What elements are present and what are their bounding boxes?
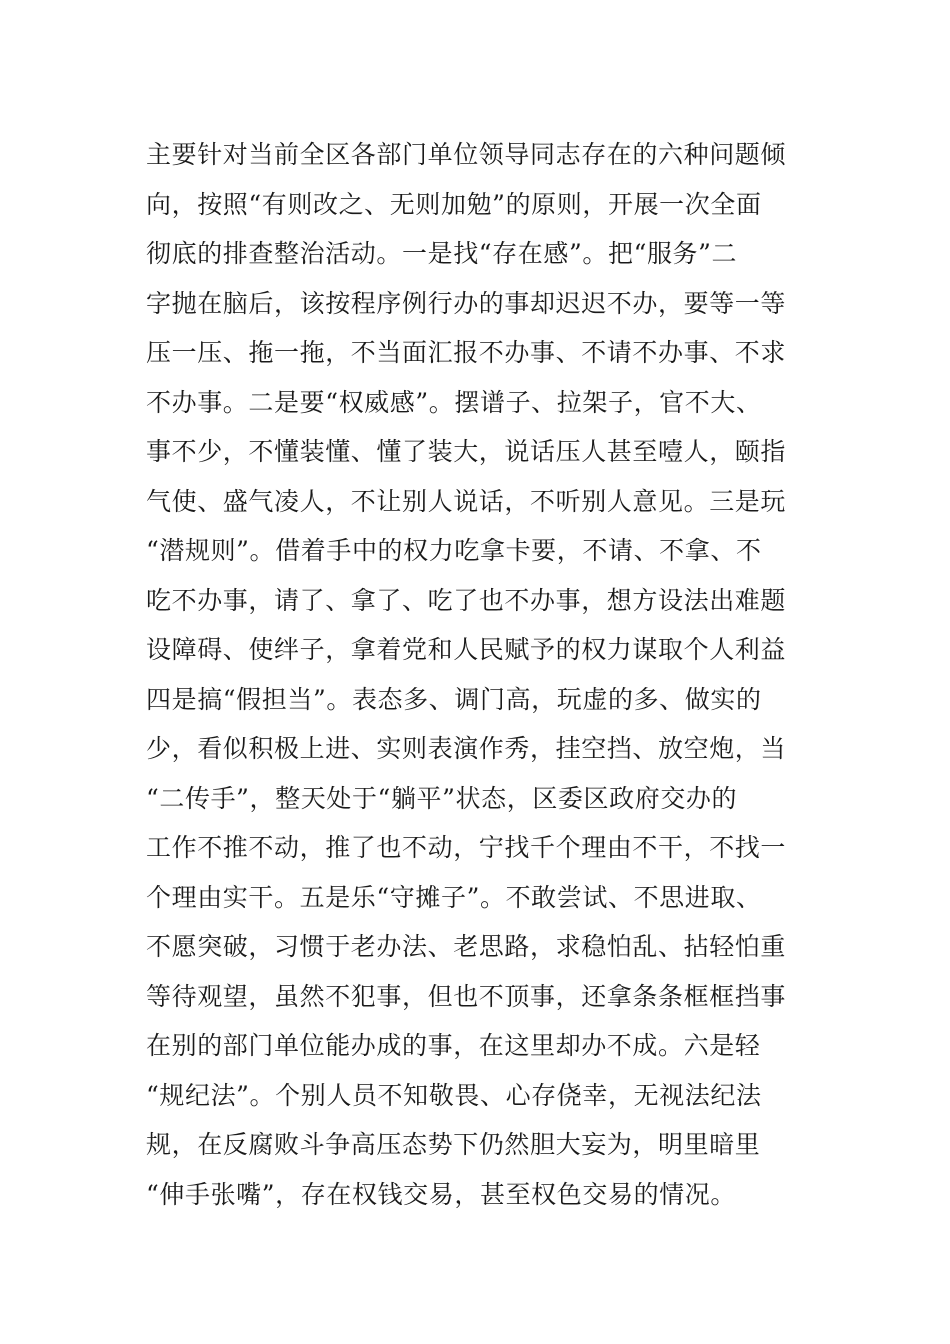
text-line-12: 四是搞“假担当”。表态多、调门高，玩虚的多、做实的	[146, 684, 762, 714]
text-line-19: 在别的部门单位能办成的事，在这里却办不成。六是轻	[146, 1031, 761, 1060]
text-line-6: 不办事。二是要“权威感”。摆谱子、拉架子，官不大、	[146, 387, 762, 417]
text-line-22: “伸手张嘴”，存在权钱交易，甚至权色交易的情况。	[146, 1179, 736, 1209]
text-line-3: 彻底的排查整治活动。一是找“存在感”。把“服务”二	[146, 239, 738, 268]
text-line-5: 压一压、拖一拖，不当面汇报不办事、不请不办事、不求	[146, 338, 787, 367]
text-line-2: 向，按照“有则改之、无则加勉”的原则，开展一次全面	[146, 189, 762, 219]
text-line-1: 主要针对当前全区各部门单位领导同志存在的六种问题倾	[146, 140, 787, 169]
text-line-17: 不愿突破，习惯于老办法、老思路，求稳怕乱、拈轻怕重	[146, 932, 787, 961]
text-line-9: “潜规则”。借着手中的权力吃拿卡要，不请、不拿、不	[146, 536, 762, 565]
text-line-7: 事不少，不懂装懂、懂了装大，说话压人甚至噎人，颐指	[146, 437, 787, 466]
text-line-13: 少，看似积极上进、实则表演作秀，挂空挡、放空炮，当	[146, 734, 787, 763]
text-line-10: 吃不办事，请了、拿了、吃了也不办事，想方设法出难题	[146, 585, 787, 615]
text-line-16: 个理由实干。五是乐“守摊子”。不敢尝试、不思进取、	[146, 882, 762, 912]
text-line-11: 设障碍、使绊子，拿着党和人民赋予的权力谋取个人利益	[146, 635, 787, 664]
text-line-21: 规，在反腐败斗争高压态势下仍然胆大妄为，明里暗里	[146, 1130, 761, 1159]
text-line-20: “规纪法”。个别人员不知敬畏、心存侥幸，无视法纪法	[146, 1080, 762, 1110]
text-line-4: 字抛在脑后，该按程序例行办的事却迟迟不办，要等一等	[146, 288, 787, 318]
text-line-18: 等待观望，虽然不犯事，但也不顶事，还拿条条框框挡事	[146, 981, 787, 1011]
body-paragraph	[146, 130, 826, 1219]
text-line-8: 气使、盛气凌人，不让别人说话，不听别人意见。三是玩	[146, 486, 787, 516]
text-line-15: 工作不推不动，推了也不动，宁找千个理由不干，不找一	[146, 833, 787, 862]
text-line-14: “二传手”，整天处于“躺平”状态，区委区政府交办的	[146, 783, 738, 813]
